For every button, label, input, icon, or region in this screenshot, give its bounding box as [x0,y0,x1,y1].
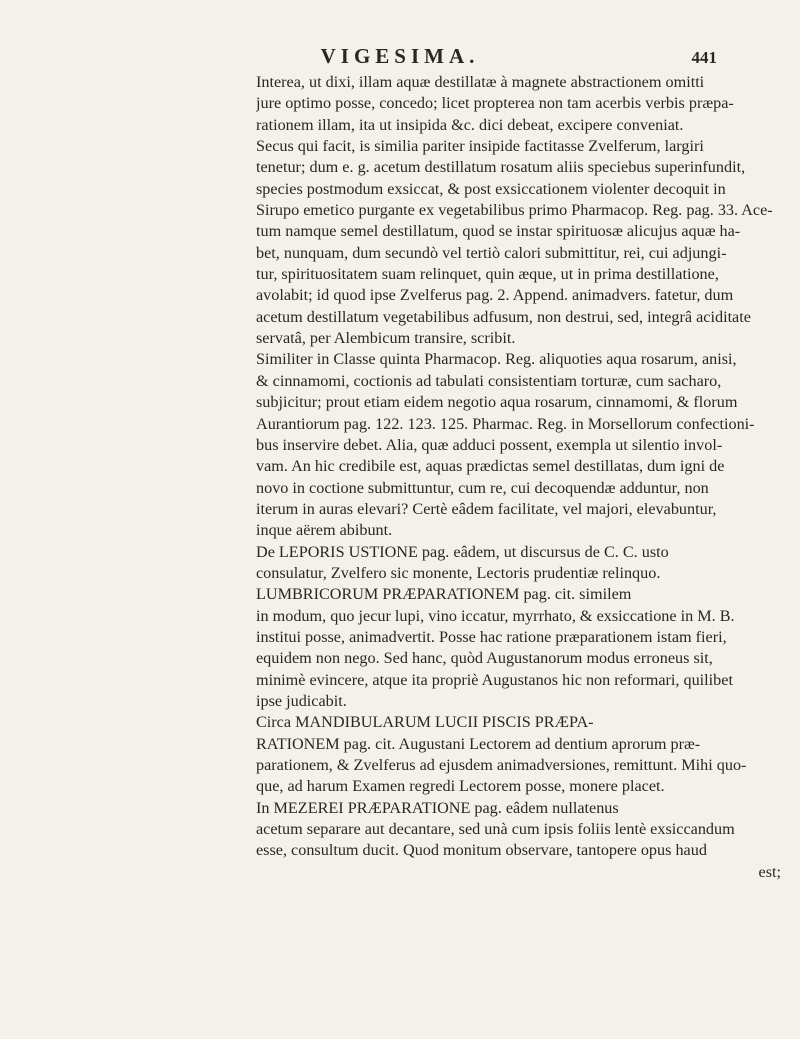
text-line: Secus qui facit, is similia pariter insipide factitasse Zvelferum, largiri [256,137,704,156]
page-header [0,44,800,72]
text-line: ipse judicabit. [256,691,347,710]
running-title: VIGESIMA. [320,44,480,68]
text-line: tur, spirituositatem suam relinquet, quin æque, ut in prima destillatione, [256,265,719,284]
text-line: Interea, ut dixi, illam aquæ destillatæ à magnete abstractionem omitti [256,73,705,91]
text-line: bet, nunquam, dum secundò vel tertiò calori submittitur, rei, cui adjungi- [256,243,727,262]
text-line: acetum destillatum vegetabilibus adfusum, non destrui, sed, integrâ aciditate [256,307,751,326]
catchword: est; [758,862,781,881]
text-line: inque aërem abibunt. [256,521,393,540]
text-line: tum namque semel destillatum, quod se instar spirituosæ alicujus aquæ ha- [256,222,741,241]
text-line: vam. An hic credibile est, aquas prædictas semel destillatas, dum igni de [256,457,725,476]
page-number: 441 [691,48,717,67]
text-line: acetum separare aut decantare, sed unà cum ipsis foliis lentè exsiccandum [256,820,735,839]
text-line: subjicitur; prout etiam eidem negotio aqua rosarum, cinnamomi, & florum [256,393,738,412]
text-line: servatâ, per Alembicum transire, scribit. [256,329,516,348]
text-line: Circa MANDIBULARUM LUCII PISCIS PRÆPA- [256,713,594,732]
text-line: RATIONEM pag. cit. Augustani Lectorem ad dentium aprorum præ- [256,734,701,753]
text-line: equidem non nego. Sed hanc, quòd Augustanorum modus erroneus sit, [256,649,713,668]
text-line: esse, consultum ducit. Quod monitum observare, tantopere opus haud [256,841,707,860]
text-line: iterum in auras elevari? Certè eâdem facilitate, vel majori, elevabuntur, [256,499,717,518]
text-line: rationem illam, ita ut insipida &c. dici debeat, excipere conveniat. [256,115,684,134]
text-line: avolabit; id quod ipse Zvelferus pag. 2. Append. animadvers. fatetur, dum [256,286,734,305]
text-line: bus inservire debet. Alia, quæ adduci possent, exempla ut silentio invol- [256,435,723,454]
text-line: minimè evincere, atque ita propriè Augustanos hic non reformari, quilibet [256,670,733,689]
text-line: LUMBRICORUM PRÆPARATIONEM pag. cit. similem [256,585,632,604]
text-line: species postmodum exsiccat, & post exsiccationem violenter decoquit in [256,179,726,198]
text-line: que, ad harum Examen regredi Lectorem posse, monere placet. [256,777,665,796]
text-line: Sirupo emetico purgante ex vegetabilibus primo Pharmacop. Reg. pag. 33. Ace- [256,201,773,220]
text-line: consulatur, Zvelfero sic monente, Lectoris prudentiæ relinquo. [256,563,661,582]
text-line: parationem, & Zvelferus ad ejusdem animadversiones, remittunt. Mihi quo- [256,756,747,774]
text-line: in modum, quo jecur lupi, vino iccatur, myrrhato, & exsiccatione in M. B. [256,606,735,625]
text-line: In MEZEREI PRÆPARATIONE pag. eâdem nullatenus [256,798,619,817]
text-line: Aurantiorum pag. 122. 123. 125. Pharmac. Reg. in Morsellorum confectioni- [256,414,755,433]
body-text [256,72,784,883]
text-line: institui posse, animadvertit. Posse hac ratione præparationem istam fieri, [256,627,727,646]
text-line: & cinnamomi, coctionis ad tabulati consistentiam torturæ, cum sacharo, [256,371,722,390]
text-line: jure optimo posse, concedo; licet propterea non tam acerbis verbis præpa- [256,94,734,113]
text-line: De LEPORIS USTIONE pag. eâdem, ut discursus de C. C. usto [256,542,669,561]
text-line: tenetur; dum e. g. acetum destillatum rosatum aliis speciebus superinfundit, [256,158,746,177]
text-line: novo in coctione submittuntur, cum re, cui decoquendæ adduntur, non [256,478,709,497]
text-line: Similiter in Classe quinta Pharmacop. Reg. aliquoties aqua rosarum, anisi, [256,350,737,369]
